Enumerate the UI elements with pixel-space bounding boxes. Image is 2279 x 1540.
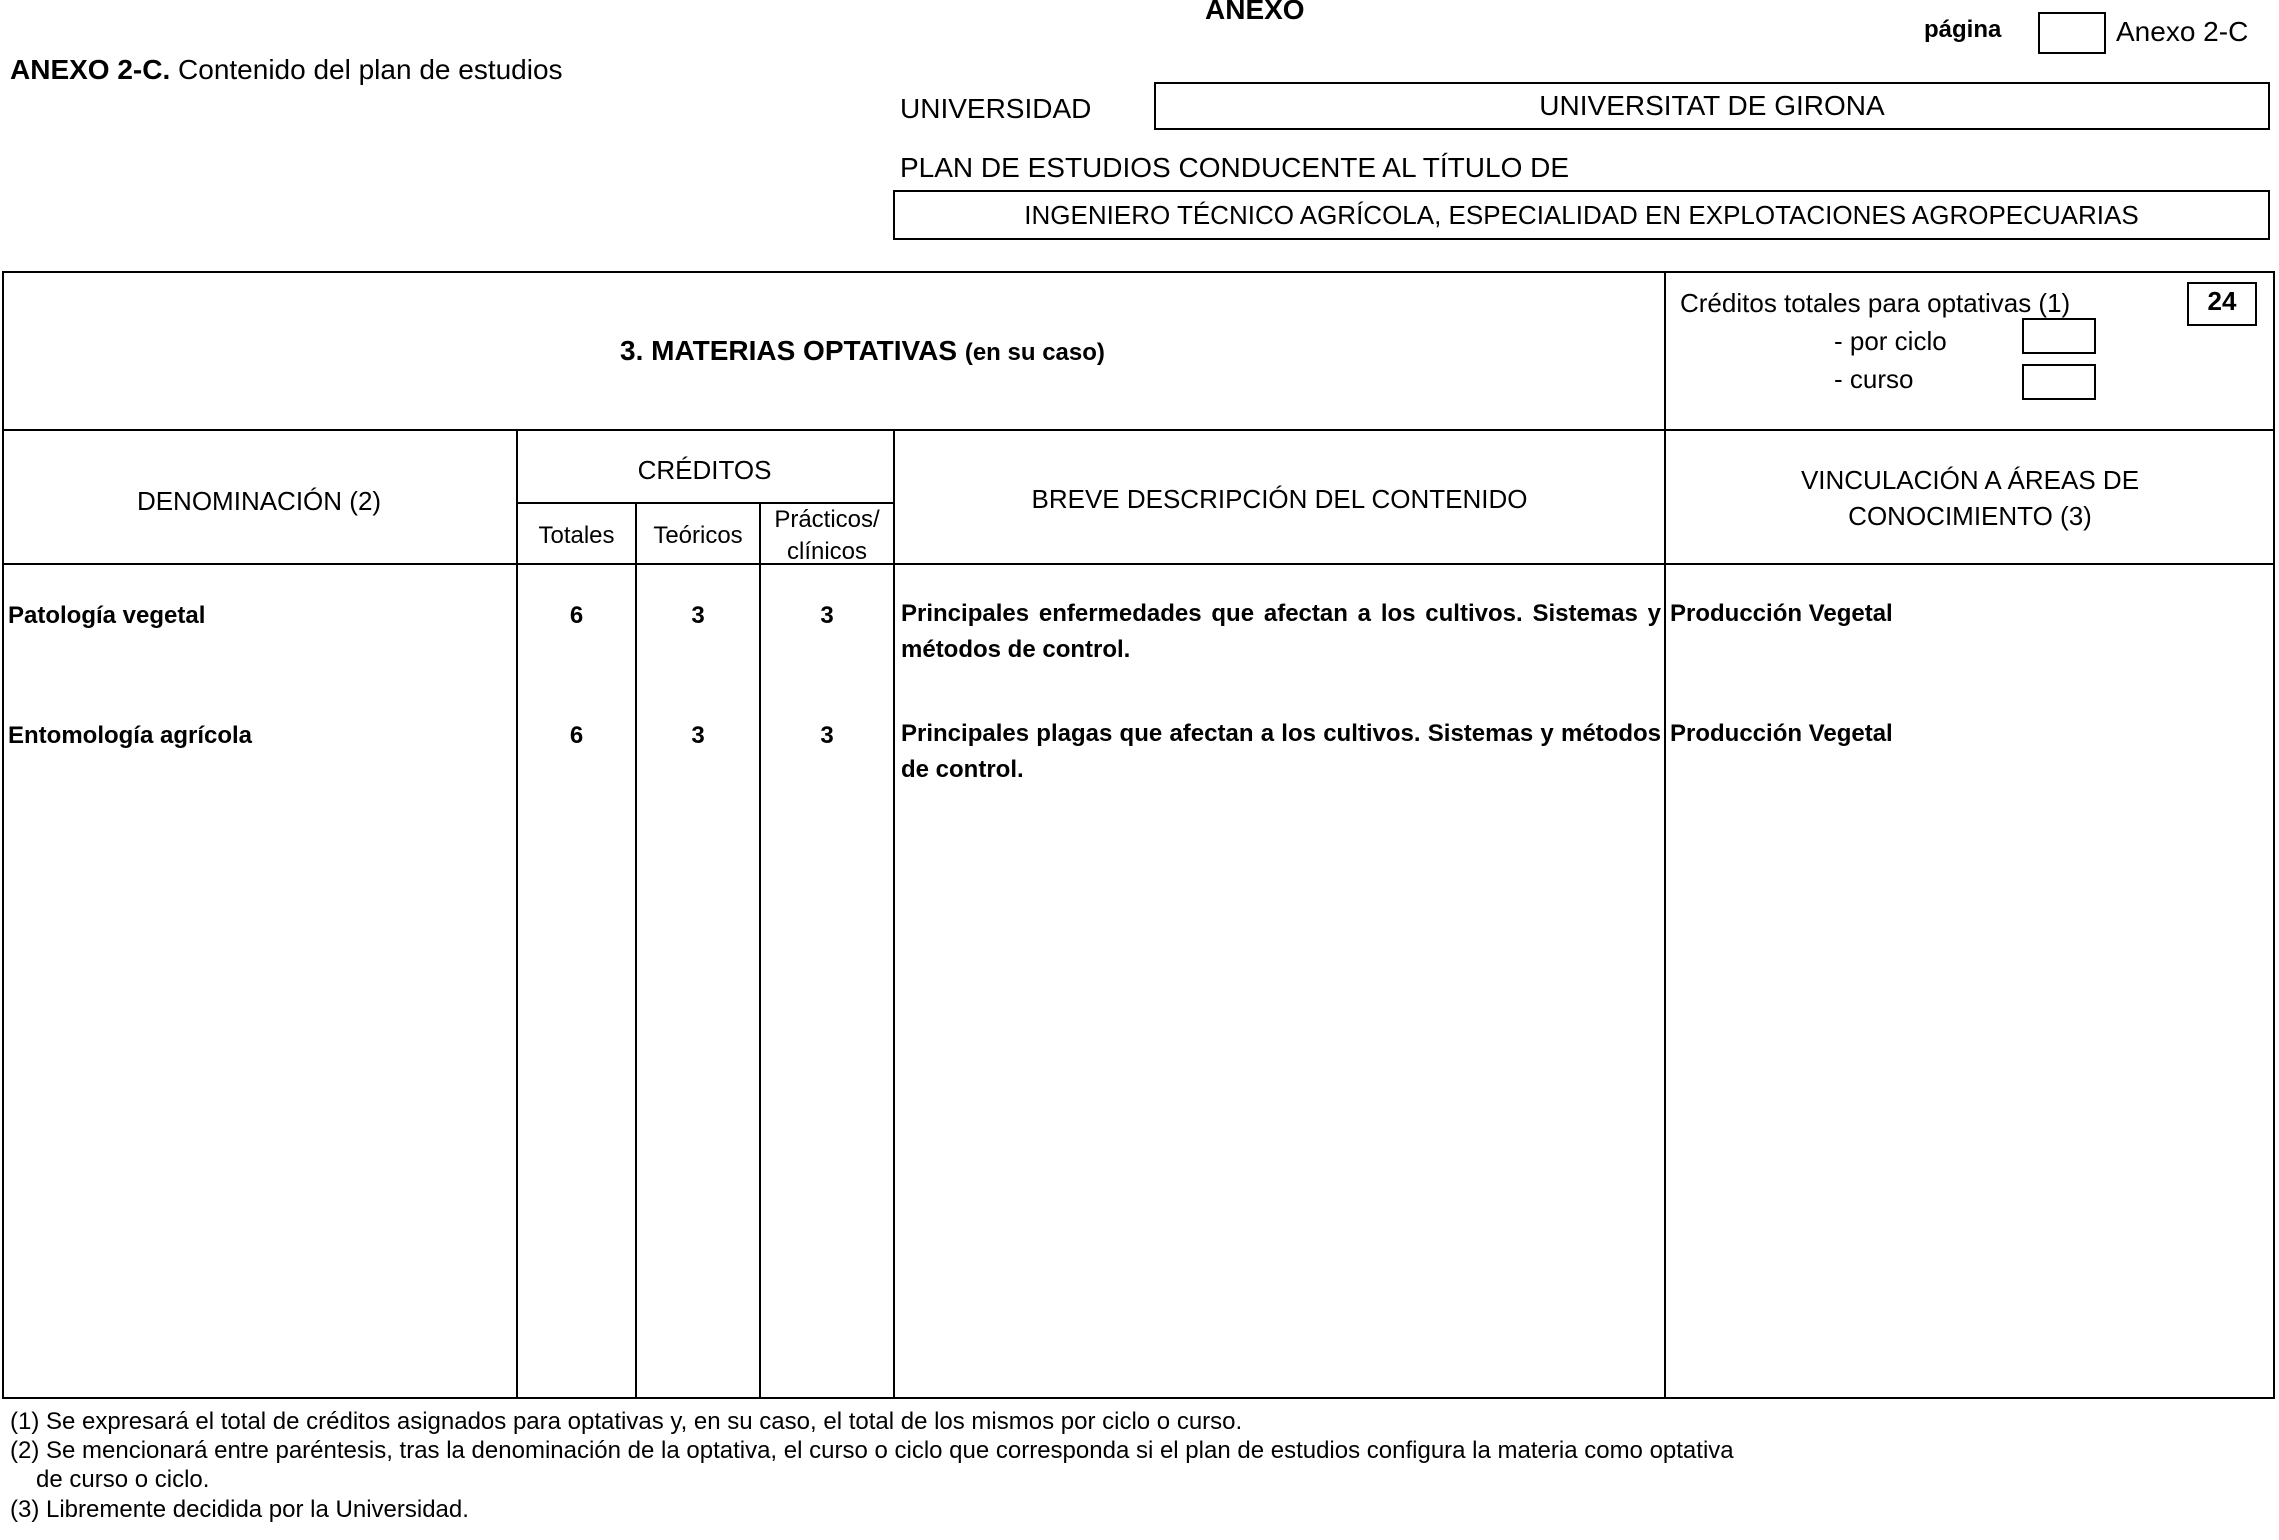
credits-total-label: Créditos totales para optativas (1)	[1680, 288, 2071, 318]
credits-total-box	[2187, 282, 2257, 326]
table-rule	[1664, 271, 1666, 1399]
col-totales: Totales	[538, 522, 615, 549]
per-course-label: - curso	[1834, 364, 1914, 394]
row-2-name: Entomología agrícola	[8, 722, 253, 749]
per-cycle-label: - por ciclo	[1834, 326, 1947, 356]
footnote-2: (2) Se mencionará entre paréntesis, tras la denominación de la optativa, el curso o ciclo que corresponda si el plan de estudios configura la materia como optativa	[10, 1437, 1734, 1464]
footnote-3: (3) Libremente decidida por la Universidad.	[10, 1496, 469, 1523]
col-vinculacion: VINCULACIÓN A ÁREAS DE CONOCIMIENTO (3)	[1800, 465, 2140, 531]
col-teoricos: Teóricos	[653, 522, 743, 549]
row-2-practicos: 3	[820, 722, 834, 749]
credits-total-value: 24	[2207, 286, 2237, 316]
per-course-box	[2022, 364, 2096, 400]
table-rule	[2, 563, 2275, 565]
footnote-1: (1) Se expresará el total de créditos asignados para optativas y, en su caso, el total de los mismos por ciclo o curso.	[10, 1408, 1243, 1435]
page-label: página	[1924, 16, 2002, 43]
row-2-teoricos: 3	[691, 722, 705, 749]
degree-value: INGENIERO TÉCNICO AGRÍCOLA, ESPECIALIDAD EN EXPLOTACIONES AGROPECUARIAS	[1024, 200, 2139, 230]
row-1-descripcion: Principales enfermedades que afectan a los cultivos. Sistemas y métodos de control.	[901, 600, 1661, 663]
footnote-2-cont: de curso o ciclo.	[36, 1466, 210, 1493]
col-practicos: Prácticos/ clínicos	[774, 506, 880, 565]
university-label: UNIVERSIDAD	[900, 93, 1092, 124]
row-1-area: Producción Vegetal	[1670, 600, 1893, 627]
table-rule	[2, 429, 2275, 431]
section-heading-title: Contenido del plan de estudios	[178, 54, 563, 85]
page-number-box	[2038, 12, 2106, 54]
row-1-totales: 6	[569, 602, 584, 629]
optativas-table	[2, 271, 2275, 1399]
section-heading-bold: ANEXO 2-C.	[10, 54, 171, 85]
university-box	[1154, 82, 2270, 130]
table-rule	[516, 430, 518, 1399]
row-1-teoricos: 3	[691, 602, 705, 629]
row-2-descripcion: Principales plagas que afectan a los cultivos. Sistemas y métodos de control.	[901, 720, 1661, 783]
row-2-totales: 6	[569, 722, 584, 749]
row-1-practicos: 3	[820, 602, 834, 629]
degree-box	[893, 190, 2270, 240]
table-rule	[893, 430, 895, 1399]
table-rule	[635, 503, 637, 1399]
row-1-name: Patología vegetal	[8, 602, 206, 629]
section-title	[620, 335, 1105, 367]
section-heading	[10, 54, 563, 86]
annex-ref: Anexo 2-C	[2116, 16, 2249, 47]
col-creditos: CRÉDITOS	[637, 455, 772, 485]
row-2-area: Producción Vegetal	[1670, 720, 1893, 747]
table-rule	[759, 503, 761, 1399]
col-denominacion: DENOMINACIÓN (2)	[136, 486, 382, 516]
annex-heading: ANEXO	[1205, 0, 1305, 25]
university-value: UNIVERSITAT DE GIRONA	[1539, 90, 1885, 121]
section-title-bold: 3. MATERIAS OPTATIVAS	[620, 335, 958, 366]
col-descripcion: BREVE DESCRIPCIÓN DEL CONTENIDO	[1031, 484, 1528, 514]
plan-label: PLAN DE ESTUDIOS CONDUCENTE AL TÍTULO DE	[900, 152, 1570, 183]
section-title-suffix: (en su caso)	[964, 339, 1105, 366]
per-cycle-box	[2022, 318, 2096, 354]
